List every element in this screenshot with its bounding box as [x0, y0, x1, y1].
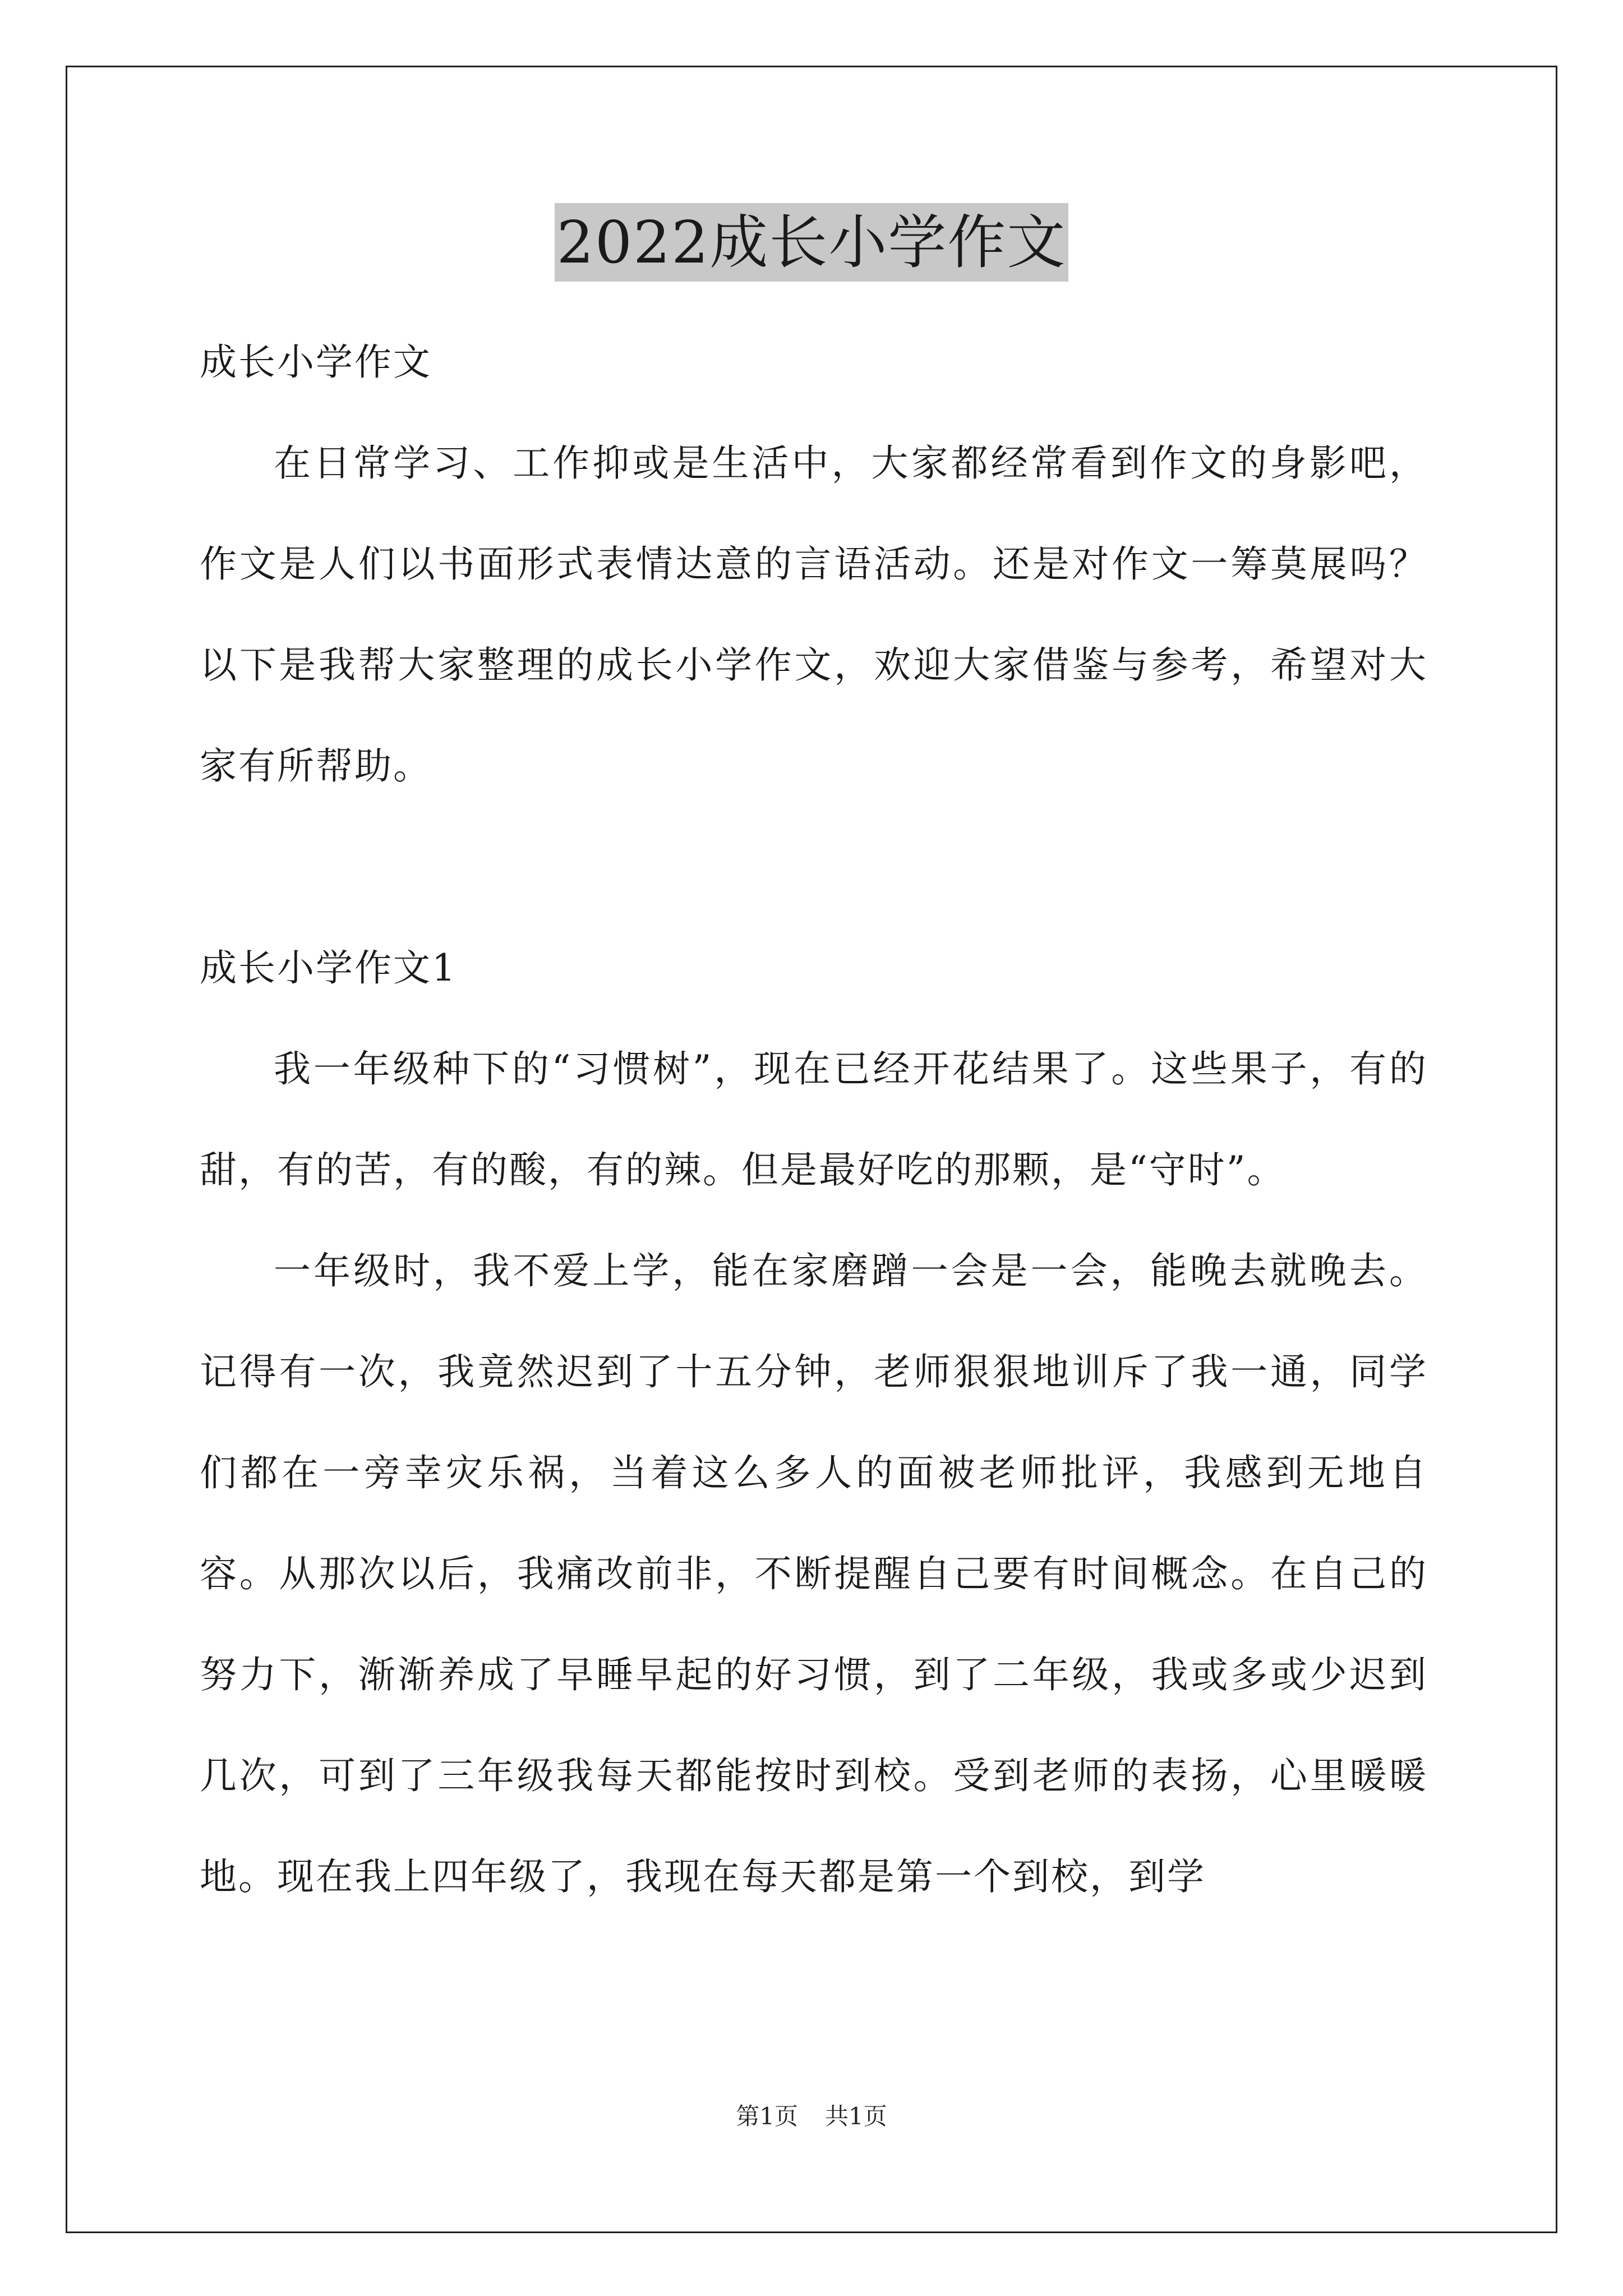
page-number-current: 第1页 — [736, 2102, 798, 2130]
intro-heading: 成长小学作文 — [200, 341, 432, 384]
document-body — [200, 312, 1428, 1927]
section1-heading: 成长小学作文1 — [200, 946, 457, 990]
section-spacer — [200, 817, 1428, 918]
section1-paragraph-2: 一年级时，我不爱上学，能在家磨蹭一会是一会，能晚去就晚去。记得有一次，我竟然迟到了十五分钟，老师狠狠地训斥了我一通，同学们都在一旁幸灾乐祸，当着这么多人的面被老师批评，我感到无地自容。从那次以后，我痛改前非，不断提醒自己要有时间概念。在自己的努力下，渐渐养成了早睡早起的好习惯，到了二年级，我或多或少迟到几次，可到了三年级我每天都能按时到校。受到老师的表扬，心里暖暖地。现在我上四年级了，我现在每天都是第一个到校，到学 — [200, 1249, 1428, 1898]
page-number-total: 共1页 — [825, 2102, 887, 2130]
page-footer — [0, 2098, 1623, 2132]
intro-paragraph: 在日常学习、工作抑或是生活中，大家都经常看到作文的身影吧，作文是人们以书面形式表情达意的言语活动。还是对作文一筹莫展吗？以下是我帮大家整理的成长小学作文，欢迎大家借鉴与参考，希望对大家有所帮助。 — [200, 441, 1428, 788]
section1-paragraph-1: 我一年级种下的“习惯树”，现在已经开花结果了。这些果子，有的甜，有的苦，有的酸，有的辣。但是最好吃的那颗，是“守时”。 — [200, 1047, 1428, 1191]
title-container — [0, 203, 1623, 282]
document-title: 2022成长小学作文 — [555, 203, 1069, 282]
